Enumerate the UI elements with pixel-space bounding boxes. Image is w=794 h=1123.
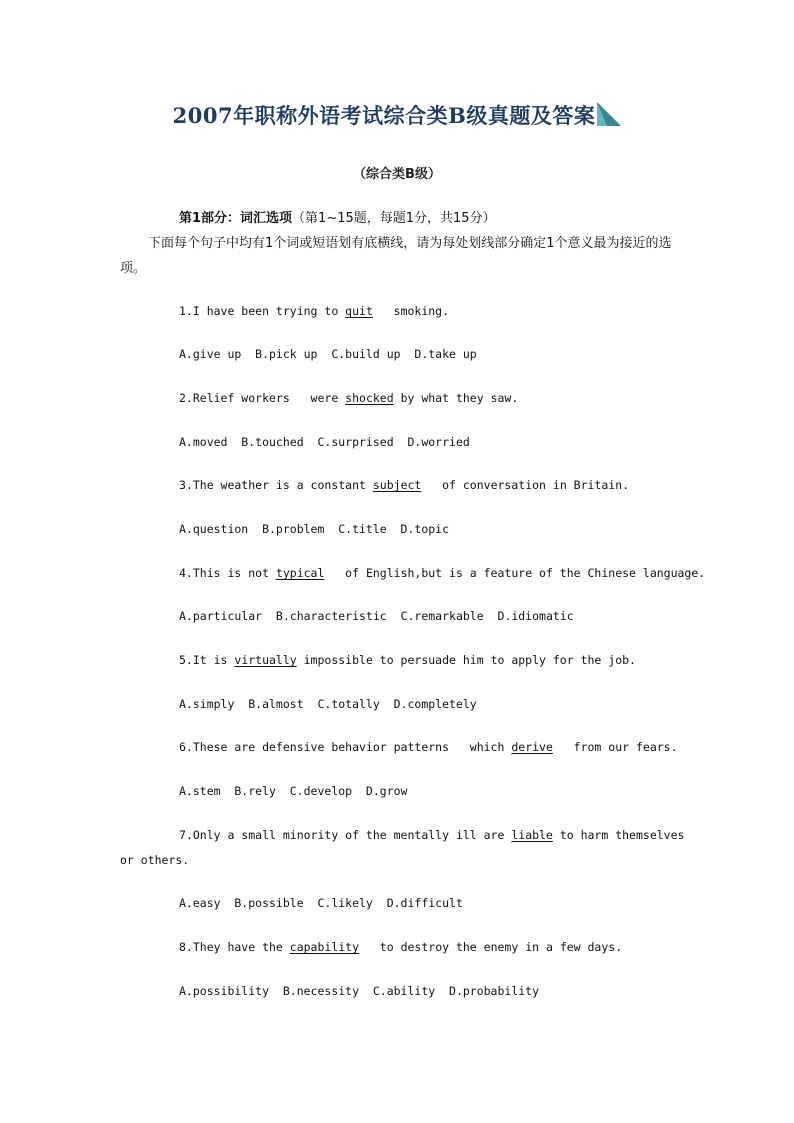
- subtitle: （综合类B级）: [353, 167, 441, 182]
- question-text: 3.The weather is a constant: [179, 478, 373, 492]
- title-text: 2007年职称外语考试综合类B级真题及答案: [172, 103, 596, 128]
- options-3: A.question B.problem C.title D.topic: [179, 522, 450, 536]
- part-heading-note: （第1~15题，每题1分，共15分）: [292, 211, 496, 226]
- underlined-word: virtually: [234, 653, 297, 667]
- question-text: 8.They have the: [179, 940, 290, 954]
- question-4: [179, 566, 705, 580]
- options-6: A.stem B.rely C.develop D.grow: [179, 784, 408, 798]
- options-8: A.possibility B.necessity C.ability D.probability: [179, 984, 540, 998]
- options-4: A.particular B.characteristic C.remarkable D.idiomatic: [179, 609, 574, 623]
- question-text: 7.Only a small minority of the mentally ill are: [179, 828, 512, 842]
- question-7: [179, 828, 684, 842]
- underlined-word: derive: [511, 740, 553, 754]
- underlined-word: quit: [345, 304, 373, 318]
- question-text: to harm themselves: [552, 828, 685, 842]
- question-text: 4.This is not: [179, 566, 276, 580]
- part-heading: [179, 207, 496, 226]
- options-5: A.simply B.almost C.totally D.completely: [179, 697, 477, 711]
- question-text: by what they saw.: [393, 391, 519, 405]
- question-6: [179, 740, 678, 754]
- question-text: of English,but is a feature of the Chinese language.: [324, 566, 706, 580]
- options-2: A.moved B.touched C.surprised D.worried: [179, 435, 470, 449]
- question-text: 6.These are defensive behavior patterns which: [179, 740, 512, 754]
- question-text: of conversation in Britain.: [421, 478, 630, 492]
- part-instructions: 下面每个句子中均有1个词或短语划有底横线，请为每处划线部分确定1个意义最为接近的选项。: [120, 236, 672, 276]
- document-title: [0, 100, 794, 130]
- underlined-word: liable: [511, 828, 553, 842]
- question-5: [179, 653, 636, 667]
- part-heading-bold: 第1部分：词汇选项: [179, 211, 293, 226]
- triangle-decoration-icon: [597, 102, 621, 126]
- question-text: to destroy the enemy in a few days.: [359, 940, 623, 954]
- question-text: 5.It is: [179, 653, 235, 667]
- question-text: 2.Relief workers were: [179, 391, 346, 405]
- underlined-word: shocked: [345, 391, 394, 405]
- question-text: smoking.: [372, 304, 450, 318]
- question-7-continuation: or others.: [120, 853, 190, 867]
- question-1: [179, 304, 449, 318]
- question-text: from our fears.: [552, 740, 678, 754]
- underlined-word: subject: [372, 478, 422, 492]
- question-3: [179, 478, 629, 492]
- underlined-word: capability: [289, 940, 360, 954]
- question-text: impossible to persuade him to apply for the job.: [296, 653, 636, 667]
- question-2: [179, 391, 518, 405]
- question-8: [179, 940, 622, 954]
- underlined-word: typical: [275, 566, 325, 580]
- question-text: 1.I have been trying to: [179, 304, 346, 318]
- options-1: A.give up B.pick up C.build up D.take up: [179, 347, 477, 361]
- options-7: A.easy B.possible C.likely D.difficult: [179, 896, 463, 910]
